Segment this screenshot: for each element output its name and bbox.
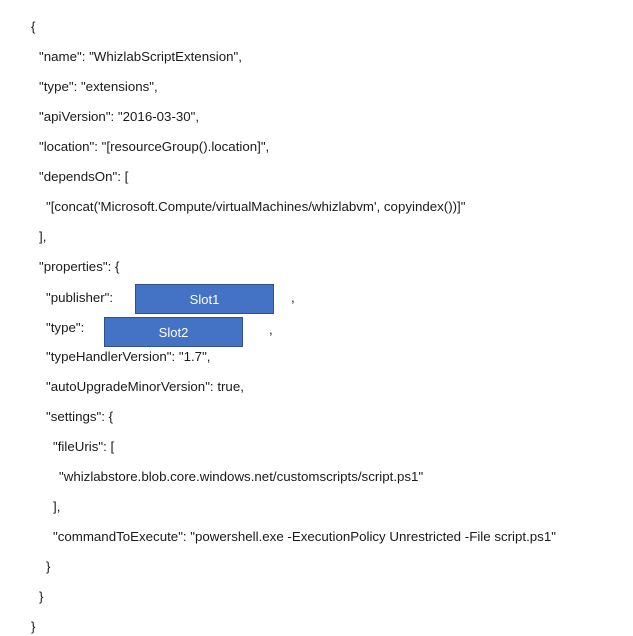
depends-on-close-line: ],	[39, 229, 47, 244]
concat-line: "[concat('Microsoft.Compute/virtualMachines/whizlabvm', copyindex())]"	[46, 199, 466, 214]
command-to-execute-line: "commandToExecute": "powershell.exe -ExecutionPolicy Unrestricted -File script.ps1"	[53, 529, 556, 544]
location-line: "location": "[resourceGroup().location]",	[39, 139, 270, 154]
slot1-dropzone[interactable]: Slot1	[135, 284, 274, 314]
properties-close-brace: }	[39, 589, 44, 604]
publisher-key: "publisher":	[46, 290, 114, 305]
settings-close-brace: }	[46, 559, 51, 574]
properties-line: "properties": {	[39, 259, 120, 274]
file-uris-close-line: ],	[53, 499, 61, 514]
type-line: "type": "extensions",	[39, 79, 158, 94]
script-url-line: "whizlabstore.blob.core.windows.net/customscripts/script.ps1"	[59, 469, 424, 484]
type-key: "type":	[46, 320, 85, 335]
auto-upgrade-line: "autoUpgradeMinorVersion": true,	[46, 379, 244, 394]
api-version-line: "apiVersion": "2016-03-30",	[39, 109, 200, 124]
slot2-dropzone[interactable]: Slot2	[104, 317, 243, 347]
settings-line: "settings": {	[46, 409, 114, 424]
name-line: "name": "WhizlabScriptExtension",	[39, 49, 242, 64]
file-uris-line: "fileUris": [	[53, 439, 115, 454]
type-comma: ,	[269, 322, 273, 337]
open-brace: {	[31, 19, 36, 34]
publisher-comma: ,	[291, 290, 295, 305]
depends-on-line: "dependsOn": [	[39, 169, 129, 184]
close-brace: }	[31, 619, 36, 634]
type-handler-version-line: "typeHandlerVersion": "1.7",	[46, 349, 211, 364]
